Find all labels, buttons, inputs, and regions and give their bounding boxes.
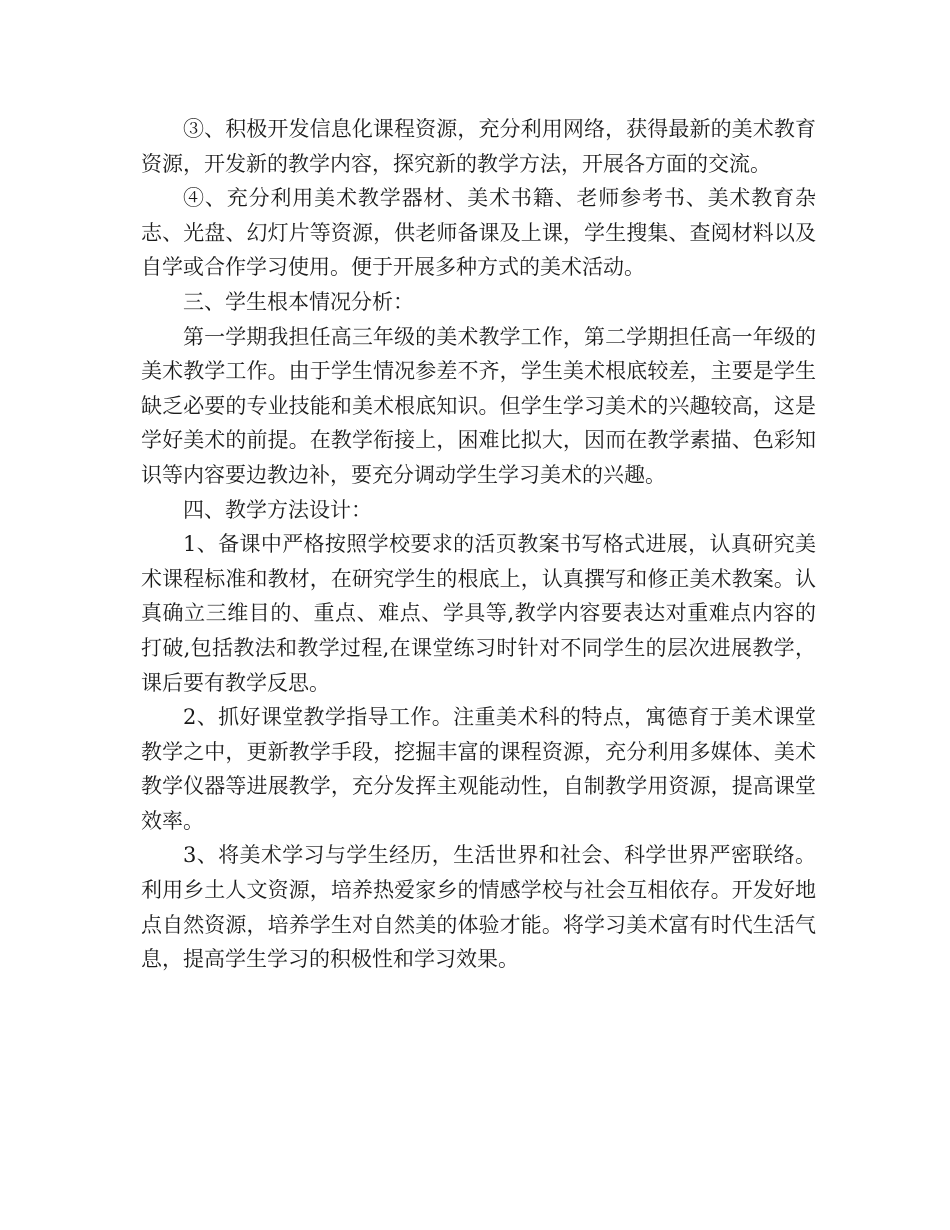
- paragraph-method-1: 1、备课中严格按照学校要求的活页教案书写格式进展，认真研究美术课程标准和教材，在研究学生的根底上，认真撰写和修正美术教案。认真确立三维目的、重点、难点、学具等,教学内容要表达对重难点内容的打破,包括教法和教学过程,在课堂练习时针对不同学生的层次进展教学，课后要有教学反思。: [141, 532, 816, 695]
- document-body: [141, 112, 816, 977]
- heading-teaching-method: 四、教学方法设计：: [183, 497, 372, 522]
- heading-student-analysis: 三、学生根本情况分析：: [183, 289, 414, 314]
- paragraph-resource-4: ④、充分利用美术教学器材、美术书籍、老师参考书、美术教育杂志、光盘、幻灯片等资源，供老师备课及上课，学生搜集、查阅材料以及自学或合作学习使用。便于开展多种方式的美术活动。: [141, 186, 816, 280]
- paragraph-method-3: 3、将美术学习与学生经历，生活世界和社会、科学世界严密联络。利用乡土人文资源，培养热爱家乡的情感学校与社会互相依存。开发好地点自然资源，培养学生对自然美的体验才能。将学习美术富有时代生活气息，提高学生学习的积极性和学习效果。: [141, 843, 816, 972]
- paragraph-student-analysis: 第一学期我担任高三年级的美术教学工作，第二学期担任高一年级的美术教学工作。由于学生情况参差不齐，学生美术根底较差，主要是学生缺乏必要的专业技能和美术根底知识。但学生学习美术的兴趣较高，这是学好美术的前提。在教学衔接上，困难比拟大，因而在教学素描、色彩知识等内容要边教边补，要充分调动学生学习美术的兴趣。: [141, 324, 816, 487]
- paragraph-resource-3: ③、积极开发信息化课程资源，充分利用网络，获得最新的美术教育资源，开发新的教学内容，探究新的教学方法，开展各方面的交流。: [141, 117, 816, 176]
- paragraph-method-2: 2、抓好课堂教学指导工作。注重美术科的特点，寓德育于美术课堂教学之中，更新教学手段，挖掘丰富的课程资源，充分利用多媒体、美术教学仪器等进展教学，充分发挥主观能动性，自制教学用资源，提高课堂效率。: [141, 705, 816, 833]
